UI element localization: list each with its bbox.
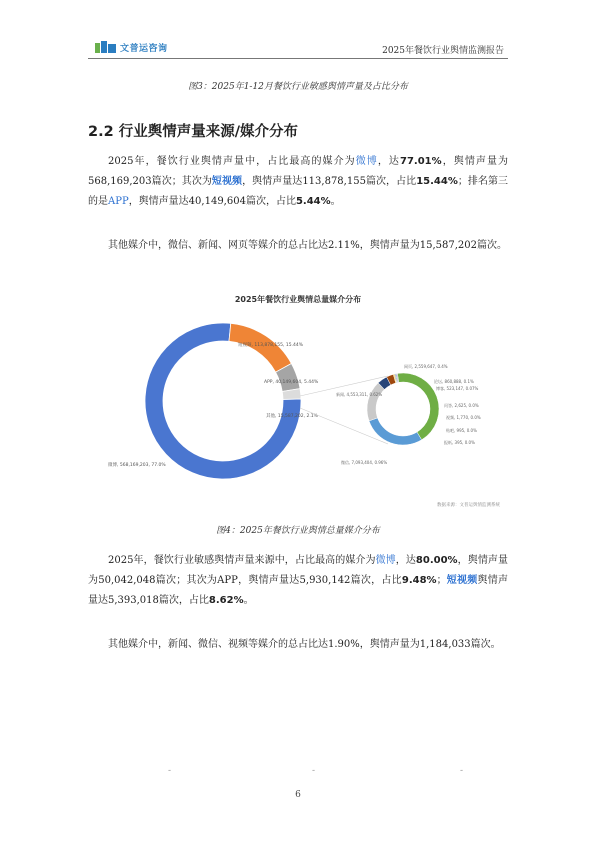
sub-slice-0 bbox=[397, 373, 439, 440]
main-slice-label-1: 短视频, 113,878,155, 15.44% bbox=[238, 343, 304, 348]
sub-slice-label-0: 微信, 7,093,404, 0.96% bbox=[341, 460, 388, 465]
sub-slice-label-7: 贴吧, 995, 0.0% bbox=[446, 428, 477, 433]
figure-caption-4: 图4：2025年餐饮行业舆情总量媒介分布 bbox=[216, 526, 380, 536]
logo-text: 文普运咨询 bbox=[120, 43, 168, 54]
media-link-weibo-2: 微博 bbox=[375, 555, 396, 566]
chart-source: 数据来源：文普运舆情监测系统 bbox=[437, 503, 500, 508]
main-slice-label-3: 其他, 15,587,202, 2.1% bbox=[266, 414, 318, 419]
footer-mark: - bbox=[460, 766, 464, 776]
chart-title: 2025年餐饮行业舆情总量媒介分布 bbox=[234, 295, 362, 304]
media-link-short-video: 短视频 bbox=[211, 176, 243, 187]
main-slice-label-2: APP, 40,149,604, 5.44% bbox=[264, 380, 319, 385]
sub-slice-label-6: 视频, 1,770, 0.0% bbox=[446, 415, 481, 420]
sub-slice-1 bbox=[369, 418, 422, 445]
sub-donut bbox=[367, 373, 439, 445]
footer-mark: - bbox=[312, 766, 316, 776]
media-link-app: APP bbox=[108, 196, 129, 207]
figure-caption-3: 图3：2025年1-12月餐饮行业敏感舆情声量及占比分布 bbox=[188, 82, 408, 92]
paragraph-4: 其他媒介中，新闻、微信、视频等媒介的总占比达1.90%，舆情声量为1,184,033篇次。 bbox=[108, 639, 501, 650]
chart-svg bbox=[88, 284, 508, 514]
sub-slice-label-4: 博客, 523,147, 0.07% bbox=[436, 386, 479, 391]
report-title: 2025年餐饮行业舆情监测报告 bbox=[382, 46, 504, 56]
paragraph-2: 其他媒介中，微信、新闻、网页等媒介的总占比达2.11%，舆情声量为15,587,202篇次。 bbox=[108, 240, 508, 251]
footer-mark: - bbox=[168, 766, 172, 776]
section-title: 2.2 行业舆情声量来源/媒介分布 bbox=[88, 124, 299, 140]
page-number: 6 bbox=[295, 790, 301, 800]
main-slice-label-0: 微博, 568,169,203, 77.0% bbox=[108, 463, 166, 468]
media-link-short-video-2: 短视频 bbox=[446, 575, 478, 586]
logo-icon bbox=[95, 40, 117, 54]
header-logo bbox=[95, 40, 168, 54]
paragraph-3: 2025年，餐饮行业敏感舆情声量来源中，占比最高的媒介为微博，达80.00%，舆情声量为50,042,048篇次；其次为APP，舆情声量达5,930,142篇次，占比9.48%；短视频舆情声量达5,393,018篇次，占比8.62%。 bbox=[88, 555, 509, 606]
paragraph-1: 2025年，餐饮行业舆情声量中，占比最高的媒介为微博，达77.01%，舆情声量为568,169,203篇次；其次为短视频，舆情声量达113,878,155篇次，占比15.44%；排名第三的是APP，舆情声量达40,149,604篇次，占比5.44%。 bbox=[88, 156, 509, 207]
sub-slice-label-3: 论坛, 860,888, 0.1% bbox=[434, 379, 474, 384]
sub-slice-label-5: 问答, 2,625, 0.0% bbox=[444, 403, 479, 408]
sub-slice-label-8: 报纸, 395, 0.0% bbox=[444, 440, 475, 445]
media-distribution-chart bbox=[88, 284, 508, 514]
header-divider bbox=[88, 58, 508, 59]
sub-slice-label-2: 网页, 2,559,647, 0.4% bbox=[404, 364, 448, 369]
sub-slice-label-1: 新闻, 4,553,311, 0.62% bbox=[336, 392, 383, 397]
sub-slice-2 bbox=[367, 383, 384, 421]
media-link-weibo: 微博 bbox=[355, 156, 378, 167]
